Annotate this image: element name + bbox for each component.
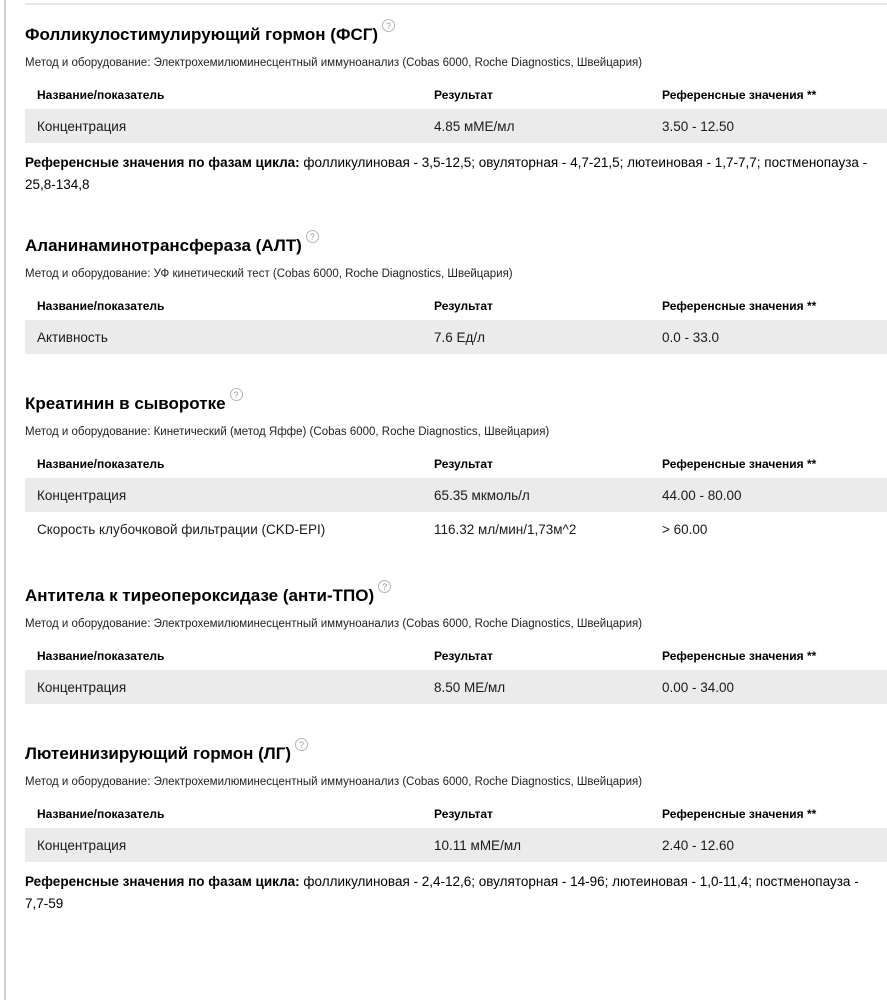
- table-row: [25, 670, 887, 704]
- cell-name: Концентрация: [37, 679, 127, 695]
- section-alt: [25, 232, 887, 354]
- cell-reference: 0.0 - 33.0: [662, 329, 720, 345]
- cell-result: 7.6 Ед/л: [434, 329, 486, 345]
- section-title: [25, 232, 887, 255]
- cell-result: 65.35 мкмоль/л: [434, 487, 530, 503]
- section-creatinine: [25, 390, 887, 546]
- results-table: [25, 299, 887, 354]
- cell-result: 116.32 мл/мин/1,73м^2: [434, 521, 577, 537]
- results-table: [25, 88, 887, 143]
- page-left-border: [4, 0, 6, 1000]
- cell-result: 8.50 МЕ/мл: [434, 679, 506, 695]
- section-fsg: [25, 21, 887, 196]
- note-body: фолликулиновая - 3,5-12,5; овуляторная - 4,7-21,5; лютеиновая - 1,7-7,7; постменопауза - 25,8-134,8: [25, 155, 868, 192]
- header-name: Название/показатель: [37, 457, 165, 471]
- header-result: Результат: [434, 457, 493, 471]
- cell-name: Концентрация: [37, 118, 127, 134]
- cell-name: Активность: [37, 329, 108, 345]
- section-title: [25, 390, 887, 413]
- section-title-text: Фолликулостимулирующий гормон (ФСГ): [25, 25, 379, 44]
- help-icon[interactable]: ?: [230, 388, 243, 401]
- header-reference: Референсные значения **: [662, 299, 817, 313]
- header-result: Результат: [434, 299, 493, 313]
- cell-result: 10.11 мМЕ/мл: [434, 837, 521, 853]
- help-icon[interactable]: ?: [378, 580, 391, 593]
- table-row: [25, 512, 887, 546]
- method-line: Метод и оборудование: Электрохемилюминесцентный иммуноанализ (Cobas 6000, Roche Diagnostics, Швейцария): [25, 618, 643, 630]
- help-icon[interactable]: ?: [382, 19, 395, 32]
- method-line: Метод и оборудование: Электрохемилюминесцентный иммуноанализ (Cobas 6000, Roche Diagnostics, Швейцария): [25, 776, 643, 788]
- cell-reference: 2.40 - 12.60: [662, 837, 735, 853]
- section-title: [25, 582, 887, 605]
- header-reference: Референсные значения **: [662, 457, 817, 471]
- section-lg: [25, 740, 887, 915]
- table-row: [25, 109, 887, 143]
- cell-name: Концентрация: [37, 487, 127, 503]
- method-line: Метод и оборудование: Электрохемилюминесцентный иммуноанализ (Cobas 6000, Roche Diagnostics, Швейцария): [25, 57, 643, 69]
- section-title: [25, 21, 887, 44]
- results-table: [25, 457, 887, 546]
- method-line: Метод и оборудование: УФ кинетический тест (Cobas 6000, Roche Diagnostics, Швейцария): [25, 268, 513, 280]
- cell-reference: > 60.00: [662, 521, 708, 537]
- results-table: [25, 807, 887, 862]
- header-name: Название/показатель: [37, 299, 165, 313]
- table-header-row: [25, 807, 887, 828]
- table-row: [25, 478, 887, 512]
- section-title: [25, 740, 887, 763]
- page-top-divider: [25, 3, 887, 5]
- note-lead: Референсные значения по фазам цикла:: [25, 874, 300, 889]
- cycle-phase-note: [25, 871, 887, 915]
- header-reference: Референсные значения **: [662, 88, 817, 102]
- section-title-text: Аланинаминотрансфераза (АЛТ): [25, 236, 302, 255]
- cell-reference: 0.00 - 34.00: [662, 679, 735, 695]
- results-table: [25, 649, 887, 704]
- table-header-row: [25, 457, 887, 478]
- note-lead: Референсные значения по фазам цикла:: [25, 155, 300, 170]
- table-header-row: [25, 299, 887, 320]
- section-title-text: Антитела к тиреопероксидазе (анти-ТПО): [25, 586, 375, 605]
- table-header-row: [25, 649, 887, 670]
- note-body: фолликулиновая - 2,4-12,6; овуляторная - 14-96; лютеиновая - 1,0-11,4; постменопауза - 7,7-59: [25, 874, 859, 911]
- section-title-text: Креатинин в сыворотке: [25, 394, 226, 413]
- cell-name: Скорость клубочковой фильтрации (CKD-EPI): [37, 521, 326, 537]
- cycle-phase-note: [25, 152, 887, 196]
- header-result: Результат: [434, 649, 493, 663]
- header-name: Название/показатель: [37, 88, 165, 102]
- cell-name: Концентрация: [37, 837, 127, 853]
- cell-reference: 44.00 - 80.00: [662, 487, 742, 503]
- help-icon[interactable]: ?: [306, 230, 319, 243]
- header-result: Результат: [434, 807, 493, 821]
- header-reference: Референсные значения **: [662, 649, 817, 663]
- help-icon[interactable]: ?: [295, 738, 308, 751]
- table-row: [25, 320, 887, 354]
- header-reference: Референсные значения **: [662, 807, 817, 821]
- cell-reference: 3.50 - 12.50: [662, 118, 735, 134]
- header-name: Название/показатель: [37, 649, 165, 663]
- table-row: [25, 828, 887, 862]
- cell-result: 4.85 мМЕ/мл: [434, 118, 515, 134]
- table-header-row: [25, 88, 887, 109]
- method-line: Метод и оборудование: Кинетический (метод Яффе) (Cobas 6000, Roche Diagnostics, Швейцария): [25, 426, 550, 438]
- section-title-text: Лютеинизирующий гормон (ЛГ): [25, 744, 291, 763]
- header-name: Название/показатель: [37, 807, 165, 821]
- header-result: Результат: [434, 88, 493, 102]
- section-anti-tpo: [25, 582, 887, 704]
